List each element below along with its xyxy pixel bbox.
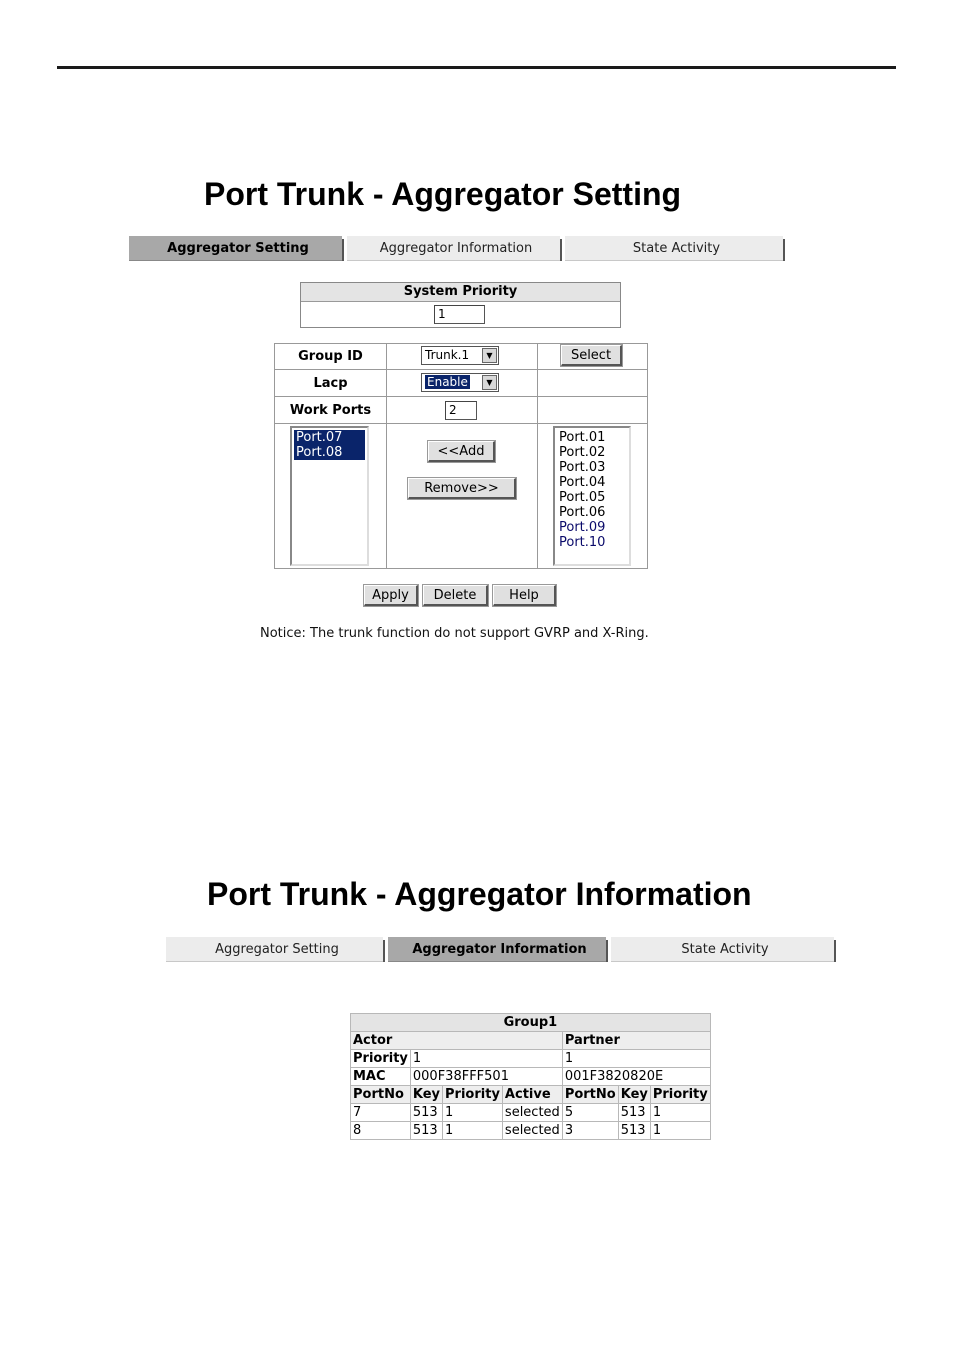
tab-label: Aggregator Information [379, 240, 533, 256]
tab-state-activity[interactable] [565, 236, 788, 261]
column-header: PortNo [562, 1086, 618, 1104]
table-cell: 7 [351, 1104, 411, 1122]
table-cell: 1 [443, 1104, 503, 1122]
tab-label: Aggregator Setting [215, 941, 339, 957]
partner-header: Partner [562, 1032, 710, 1050]
group-id-value: Trunk.1 [425, 348, 470, 362]
table-cell: 8 [351, 1122, 411, 1140]
empty-cell [537, 369, 648, 397]
actor-priority: 1 [410, 1050, 562, 1068]
tab-bar-setting [129, 236, 788, 261]
group-header: Group1 [351, 1014, 711, 1032]
lacp-select[interactable] [421, 373, 499, 392]
lacp-value: Enable [427, 375, 468, 389]
list-item[interactable]: Port.04 [559, 475, 606, 490]
list-item[interactable]: Port.10 [559, 535, 606, 550]
tab-label: State Activity [632, 240, 721, 256]
column-header: Active [502, 1086, 562, 1104]
apply-button[interactable]: Apply [364, 585, 418, 606]
table-cell: 513 [410, 1104, 442, 1122]
table-row [351, 1122, 711, 1140]
table-cell: selected [502, 1104, 562, 1122]
mac-label: MAC [351, 1068, 411, 1086]
top-rule [57, 66, 896, 69]
list-item[interactable]: Port.06 [559, 505, 606, 520]
table-cell: 5 [562, 1104, 618, 1122]
column-header: Priority [650, 1086, 710, 1104]
list-item[interactable]: Port.02 [559, 445, 606, 460]
tab-aggregator-setting[interactable] [166, 937, 388, 962]
available-ports-list[interactable] [553, 426, 631, 566]
list-item[interactable]: Port.05 [559, 490, 606, 505]
page-title-setting: Port Trunk - Aggregator Setting [204, 176, 682, 212]
tab-aggregator-information[interactable] [347, 236, 565, 261]
table-cell: 1 [650, 1122, 710, 1140]
list-item[interactable]: Port.08 [294, 445, 365, 460]
tab-aggregator-information[interactable] [388, 937, 611, 962]
column-header: Priority [443, 1086, 503, 1104]
select-button[interactable]: Select [561, 345, 622, 366]
delete-button[interactable]: Delete [423, 585, 488, 606]
tab-aggregator-setting[interactable] [129, 236, 347, 261]
work-ports-input[interactable]: 2 [445, 401, 477, 420]
column-header: Key [618, 1086, 650, 1104]
priority-label: Priority [351, 1050, 411, 1068]
help-button[interactable]: Help [493, 585, 556, 606]
actor-mac: 000F38FFF501 [410, 1068, 562, 1086]
partner-mac: 001F3820820E [562, 1068, 710, 1086]
list-item[interactable]: Port.03 [559, 460, 606, 475]
system-priority-label: System Priority [301, 283, 620, 302]
column-header: PortNo [351, 1086, 411, 1104]
member-ports-list[interactable] [290, 426, 369, 566]
actor-header: Actor [351, 1032, 563, 1050]
lacp-label: Lacp [274, 369, 387, 397]
tab-label: State Activity [681, 941, 769, 957]
page-title-information: Port Trunk - Aggregator Information [207, 876, 752, 912]
table-cell: 1 [443, 1122, 503, 1140]
notice-text: Notice: The trunk function do not support GVRP and X-Ring. [260, 626, 649, 641]
tab-state-activity[interactable] [611, 937, 839, 962]
tab-label: Aggregator Setting [167, 240, 309, 256]
dropdown-arrow-icon: ▼ [482, 375, 497, 390]
work-ports-label: Work Ports [274, 396, 387, 424]
list-item[interactable]: Port.09 [559, 520, 606, 535]
table-cell: 513 [410, 1122, 442, 1140]
table-cell: 513 [618, 1104, 650, 1122]
table-cell: 513 [618, 1122, 650, 1140]
dropdown-arrow-icon: ▼ [482, 348, 497, 363]
table-cell: 1 [650, 1104, 710, 1122]
remove-button[interactable]: Remove>> [408, 478, 516, 499]
column-header: Key [410, 1086, 442, 1104]
aggregator-info-table [350, 1013, 711, 1140]
group-id-label: Group ID [274, 343, 387, 370]
system-priority-input[interactable]: 1 [434, 305, 485, 324]
table-row [351, 1104, 711, 1122]
list-item[interactable]: Port.01 [559, 430, 606, 445]
table-cell: selected [502, 1122, 562, 1140]
tab-label: Aggregator Information [412, 941, 587, 957]
add-button[interactable]: <<Add [428, 441, 495, 462]
group-id-select[interactable] [421, 346, 499, 365]
empty-cell [537, 396, 648, 424]
list-item[interactable]: Port.07 [294, 430, 365, 445]
table-cell: 3 [562, 1122, 618, 1140]
tab-bar-information [166, 937, 839, 962]
partner-priority: 1 [562, 1050, 710, 1068]
